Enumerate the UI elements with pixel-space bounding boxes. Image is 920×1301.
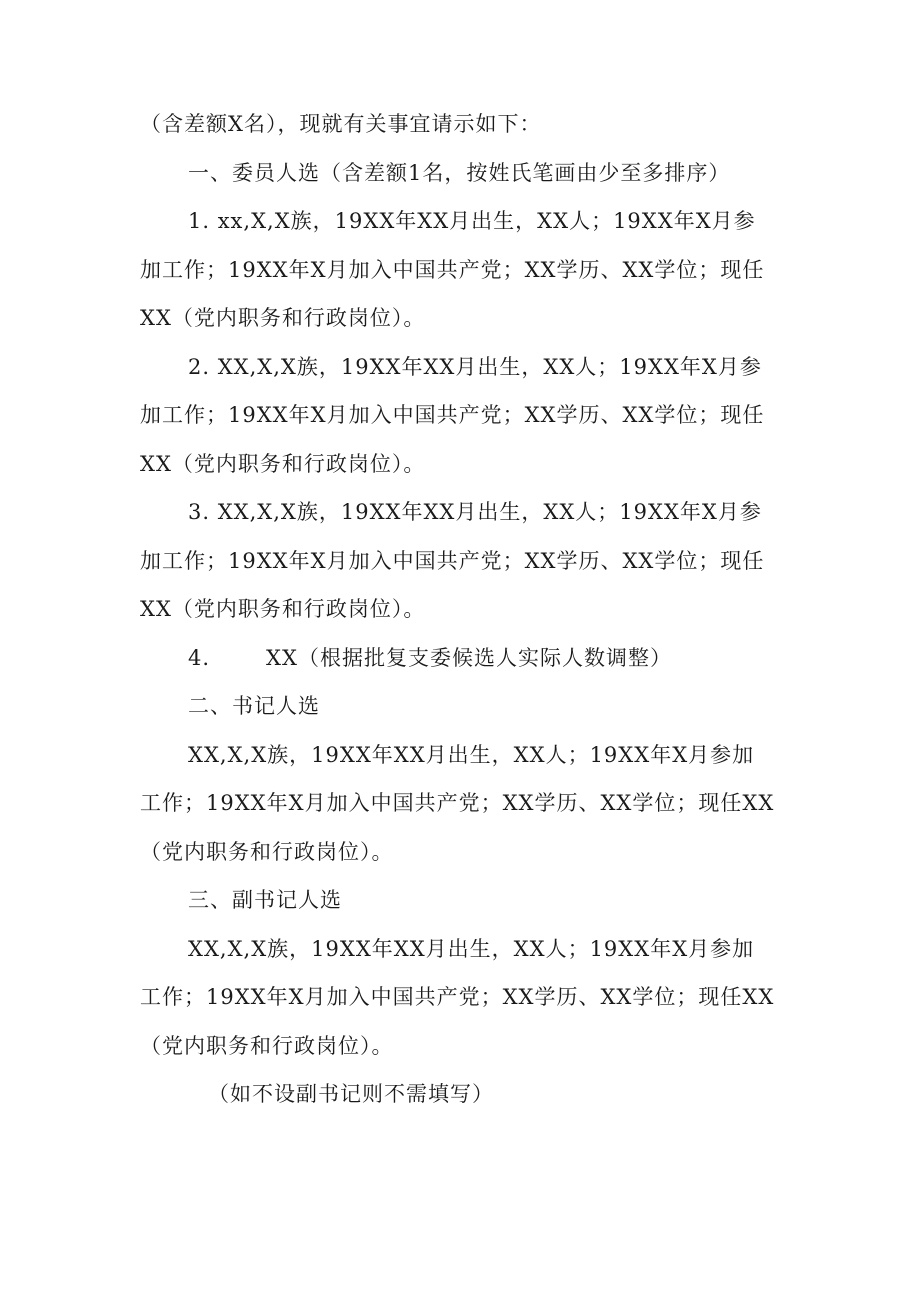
deputy-note: （如不设副书记则不需填写）: [208, 1082, 494, 1106]
member4-text: XX（根据批复支委候选人实际人数调整）: [266, 645, 672, 670]
section3-heading: 三、副书记人选: [188, 888, 342, 912]
secretary-line3: （党内职务和行政岗位）。: [140, 839, 394, 864]
secretary-line2: 工作；19XX年X月加入中国共产党；XX学历、XX学位；现任XX: [140, 791, 775, 815]
member4-line: [140, 634, 786, 683]
opening-line: （含差额X名），现就有关事宜请示如下：: [140, 112, 542, 136]
deputy-line3: （党内职务和行政岗位）。: [140, 1033, 394, 1058]
member4-number: 4.: [188, 645, 211, 670]
member3-line3: XX（党内职务和行政岗位）。: [140, 597, 426, 621]
member2-line3: XX（党内职务和行政岗位）。: [140, 451, 426, 476]
deputy-line1: XX,X,X族，19XX年XX月出生，XX人；19XX年X月参加: [188, 936, 755, 961]
member1-line3: XX（党内职务和行政岗位）。: [140, 306, 426, 330]
secretary-line1: XX,X,X族，19XX年XX月出生，XX人；19XX年X月参加: [188, 742, 755, 767]
member2-line2: 加工作；19XX年X月加入中国共产党；XX学历、XX学位；现任: [140, 403, 765, 427]
deputy-line2: 工作；19XX年X月加入中国共产党；XX学历、XX学位；现任XX: [140, 985, 775, 1009]
member1-line1: 1. xx,X,X族，19XX年XX月出生，XX人；19XX年X月参: [188, 209, 756, 233]
section2-heading: 二、书记人选: [188, 694, 320, 718]
section1-heading: 一、委员人选（含差额1名，按姓氏笔画由少至多排序）: [188, 160, 731, 185]
member2-line1: 2. XX,X,X族，19XX年XX月出生，XX人；19XX年X月参: [188, 354, 762, 379]
document-page: [140, 100, 786, 1119]
member3-line1: 3. XX,X,X族，19XX年XX月出生，XX人；19XX年X月参: [188, 500, 762, 524]
member3-line2: 加工作；19XX年X月加入中国共产党；XX学历、XX学位；现任: [140, 548, 765, 573]
member1-line2: 加工作；19XX年X月加入中国共产党；XX学历、XX学位；现任: [140, 257, 765, 282]
